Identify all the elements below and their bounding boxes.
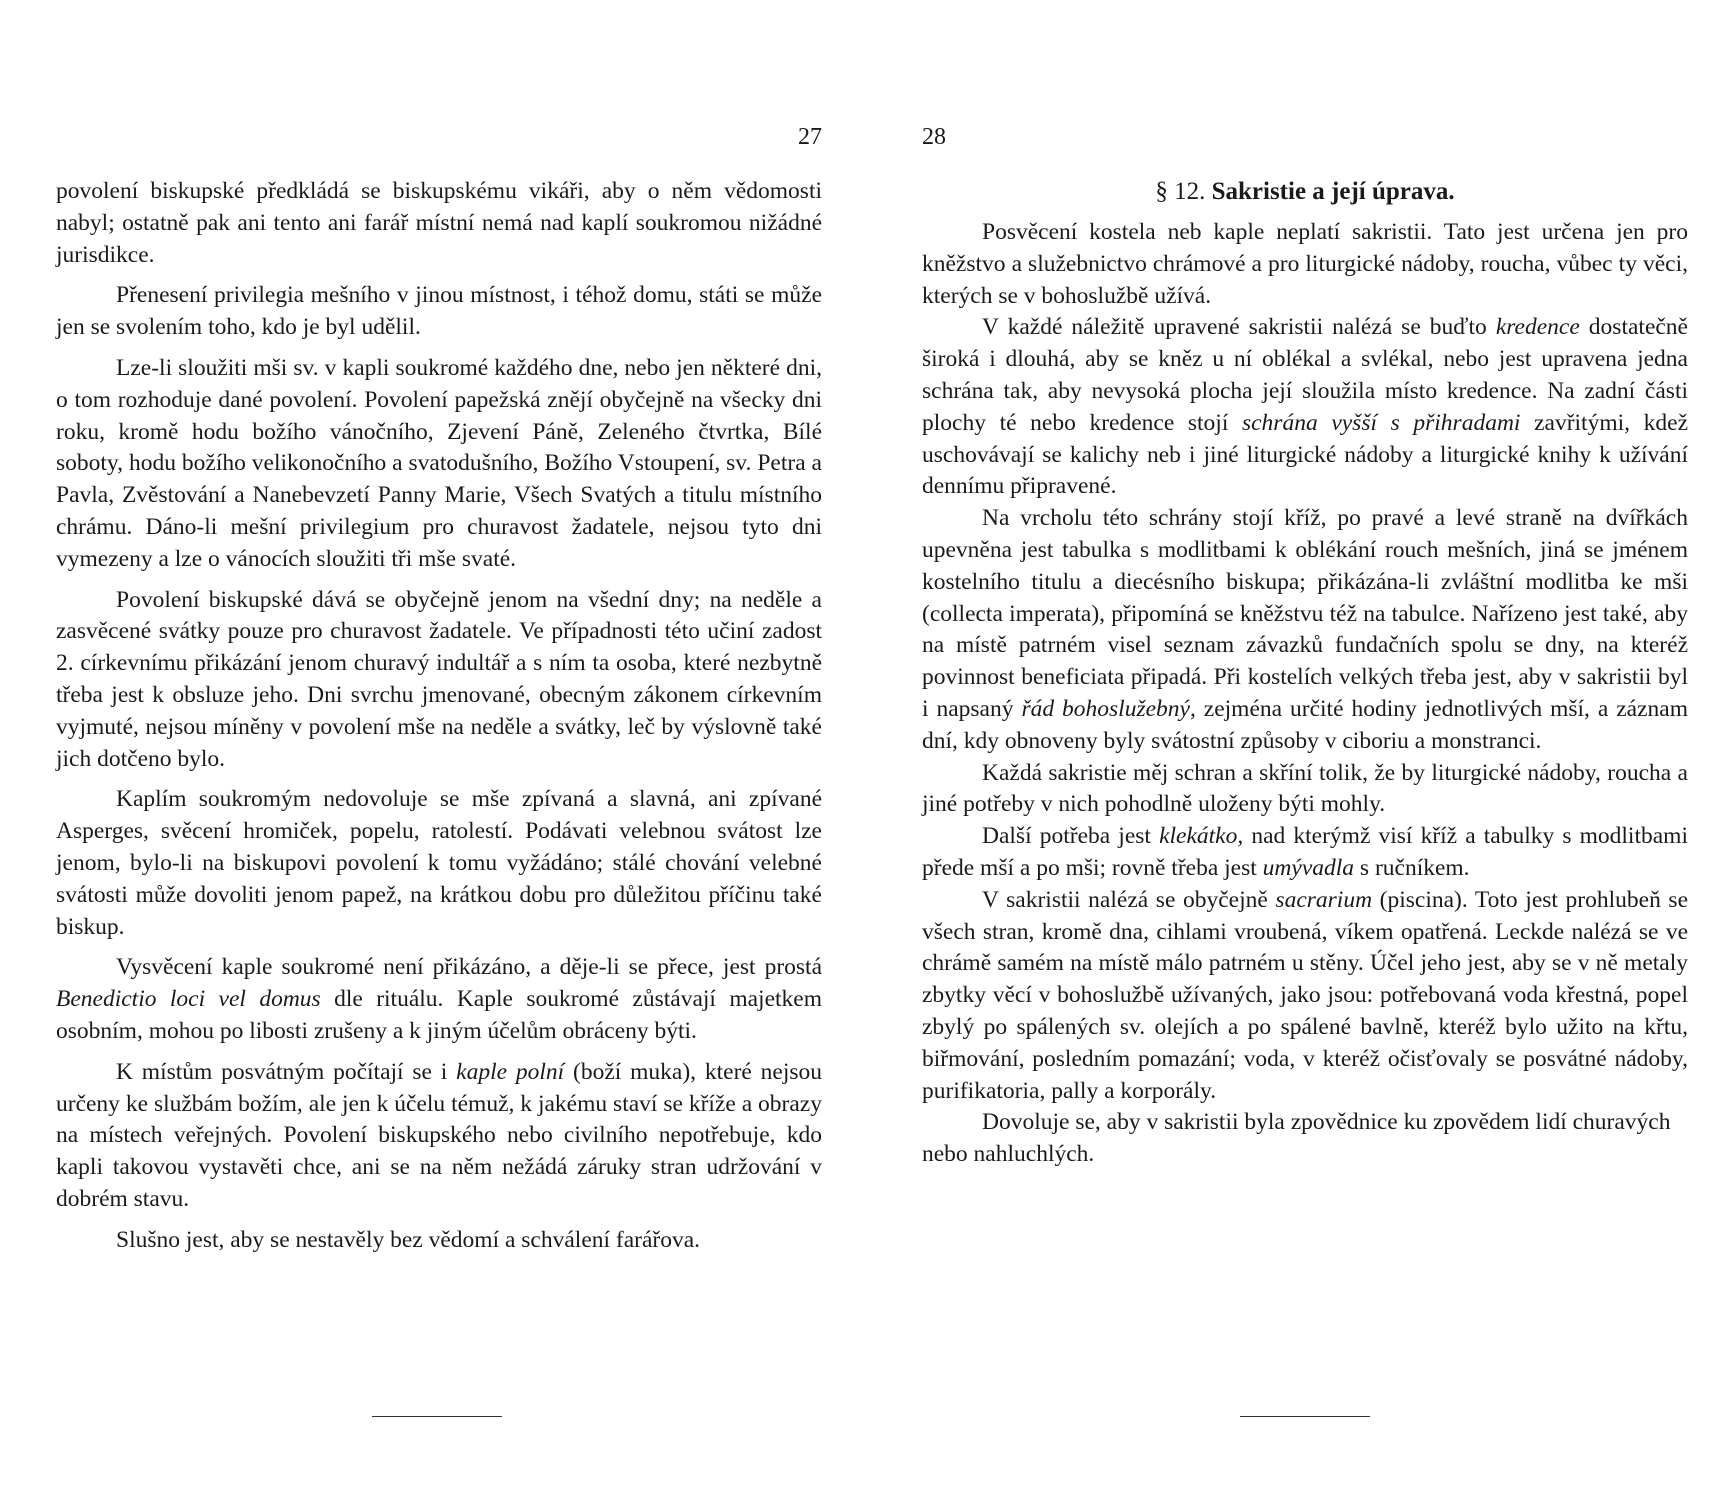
italic-term: řád bohoslužebný,	[1021, 695, 1196, 722]
paragraph	[56, 952, 822, 1047]
paragraph: Dovoluje se, aby v sakristii byla zpovědnice ku zpovědem lidí churavých nebo nahluchlých.	[922, 1109, 1671, 1168]
page-number-right: 28	[922, 124, 946, 150]
page-number-left: 27	[798, 124, 822, 150]
right-page	[922, 0, 1688, 1500]
paragraph	[56, 1057, 822, 1216]
paragraph: Přenesení privilegia mešního v jinou místnost, i téhož domu, státi se může jen se svolením toho, kdo je byl udělil.	[56, 282, 822, 341]
text-run: Vysvěcení kaple soukromé není přikázáno, a děje-li se přece, jest prostá	[116, 954, 822, 981]
text-run: zavřitými, kdež uschovávají se kalichy neb i jiné liturgické nádoby a liturgické knihy k užívání dennímu připravené.	[922, 409, 1688, 500]
end-rule-right	[1240, 1416, 1370, 1417]
text-run: V sakristii nalézá se obyčejně	[982, 886, 1276, 913]
text-run: dostatečně široká i dlouhá, aby se kněz u ní oblékal a svlékal, nebo jest upravena jedna schrána tak, aby nevysoká plocha její sloužila místo kredence. Na zadní části plochy té nebo kredence stojí	[922, 314, 1688, 436]
text-run: (piscina). Toto jest prohlubeň se všech stran, kromě dna, cihlami vroubená, víkem opatřená. Leckde nalézá se ve chrámě samém na místě málo patrném u stěny. Účel jeho jest, aby se v ně metaly zbytky věcí v bohoslužbě užívaných, jako jsou: potřebovaná voda křestná, popel zbylý po spálených sv. olejích a po spálené bavlně, kteréž bylo užito na křtu, biřmování, posledním pomazání; voda, v kteréž očisťovaly se posvátné nádoby, purifikatoria, pally a korporály.	[922, 886, 1689, 1104]
text-run: (boží muka), které nejsou určeny ke službám božím, ale jen k účelu témuž, k jakému staví se kříže a obrazy na místech veřejných. Povolení biskupského nebo civilního nepotřebuje, kdo kapli takovou vystavěti chce, ani se na něm nežádá záruky stran udržování v dobrém stavu.	[56, 1058, 823, 1212]
italic-term: umývadla	[1262, 854, 1355, 881]
paragraph: povolení biskupské předkládá se biskupskému vikáři, aby o něm vědomosti nabyl; ostatně pak ani tento ani farář místní nemá nad kaplí soukromou nižádné jurisdikce.	[56, 178, 822, 268]
paragraph: Každá sakristie měj schran a skříní tolik, že by liturgické nádoby, roucha a jiné potřeby v nich pohodlně uloženy býti mohly.	[922, 759, 1688, 818]
italic-term: schrána vyšší s přihradami	[1241, 409, 1521, 436]
end-rule-left	[372, 1416, 502, 1417]
paragraph: Povolení biskupské dává se obyčejně jenom na všední dny; na neděle a zasvěcené svátky pouze pro churavost žadatele. Ve případnosti této učiní zadost 2. církevnímu přikázání jenom churavý indultář a s ním ta osoba, které nezbytně třeba jest k obsluze jeho. Dni svrchu jmenované, obecným zákonem církevním vyjmuté, nejsou míněny v povolení mše na neděle a svátky, leč by výslovně také jich dotčeno bylo.	[56, 586, 822, 772]
text-run: V každé náležitě upravené sakristii nalézá se buďto	[982, 314, 1496, 341]
paragraph	[922, 885, 1688, 1108]
paragraph: Kaplím soukromým nedovoluje se mše zpívaná a slavná, ani zpívané Asperges, svěcení hromiček, popelu, ratolestí. Podávati velebnou svátost lze jenom, bylo-li na biskupovi povolení k tomu vyžádáno; stálé chování velebné svátosti může dovoliti jenom papež, na krátkou dobu pro důležitou příčinu také biskup.	[56, 786, 822, 940]
left-page	[56, 0, 822, 1500]
italic-term: sacrarium	[1275, 886, 1373, 913]
left-page-text	[56, 176, 822, 1266]
text-run: K místům posvátným počítají se i	[116, 1058, 457, 1085]
paragraph: Lze-li sloužiti mši sv. v kapli soukromé každého dne, nebo jen některé dni, o tom rozhoduje dané povolení. Povolení papežská znějí obyčejně na všecky dni roku, kromě hodu božího vánočního, Zjevení Páně, Zeleného čtvrtka, Bílé soboty, hodu božího velikonočního a svatodušního, Božího Vstoupení, sv. Petra a Pavla, Zvěstování a Nanebevzetí Panny Marie, Všech Svatých a titulu místního chrámu. Dáno-li mešní privilegium pro churavost žadatele, nejsou tyto dni vymezeny a lze o vánocích sloužiti tři mše svaté.	[56, 354, 822, 572]
text-run: Na vrcholu této schrány stojí kříž, po pravé a levé straně na dvířkách upevněna jest tabulka s modlitbami k oblékání rouch mešních, jiná se jménem kostelního titulu a diecésního biskupa; přikázána-li zvláštní modlitba ke mši (collecta imperata), připomíná se kněžstvu též na tabulce. Nařízeno jest také, aby na místě patrném visel seznam závazků fundačních spolu se dny, na kteréž povinnost beneficiata připadá. Při kostelích velkých třeba jest, aby v sakristii byl i napsaný	[922, 505, 1688, 722]
italic-term: kaple polní	[456, 1058, 565, 1085]
section-title: Sakristie a její úprava.	[1211, 178, 1455, 205]
italic-term: kredence	[1495, 314, 1580, 341]
section-heading	[922, 176, 1688, 208]
paragraph	[922, 312, 1688, 503]
right-page-text	[922, 176, 1688, 1171]
text-run: dle rituálu. Kaple soukromé zůstávají majetkem osobním, mohou po libosti zrušeny a k jiným účelům obráceny býti.	[56, 986, 822, 1044]
paragraph	[922, 503, 1688, 757]
paragraph	[922, 821, 1688, 885]
text-run: Další potřeba jest	[982, 823, 1160, 850]
text-run: nad kterýmž visí kříž a tabulky s modlitbami přede mší a po mši; rovně třeba jest	[922, 823, 1688, 881]
paragraph: Posvěcení kostela neb kaple neplatí sakristii. Tato jest určena jen pro kněžstvo a služebnictvo chrámové a pro liturgické nádoby, roucha, vůbec ty věci, kterých se v bohoslužbě užívá.	[922, 219, 1688, 309]
italic-term: klekátko,	[1159, 823, 1244, 850]
text-run: s ručníkem.	[1354, 854, 1470, 881]
section-number: § 12.	[1155, 178, 1206, 205]
paragraph: Slušno jest, aby se nestavěly bez vědomí a schválení farářova.	[116, 1226, 701, 1253]
text-run: zejména určité hodiny jednotlivých mší, a záznam dní, kdy obnoveny byly svátostní způsoby v ciboriu a monstranci.	[922, 695, 1689, 754]
italic-term: Benedictio loci vel domus	[56, 986, 321, 1013]
